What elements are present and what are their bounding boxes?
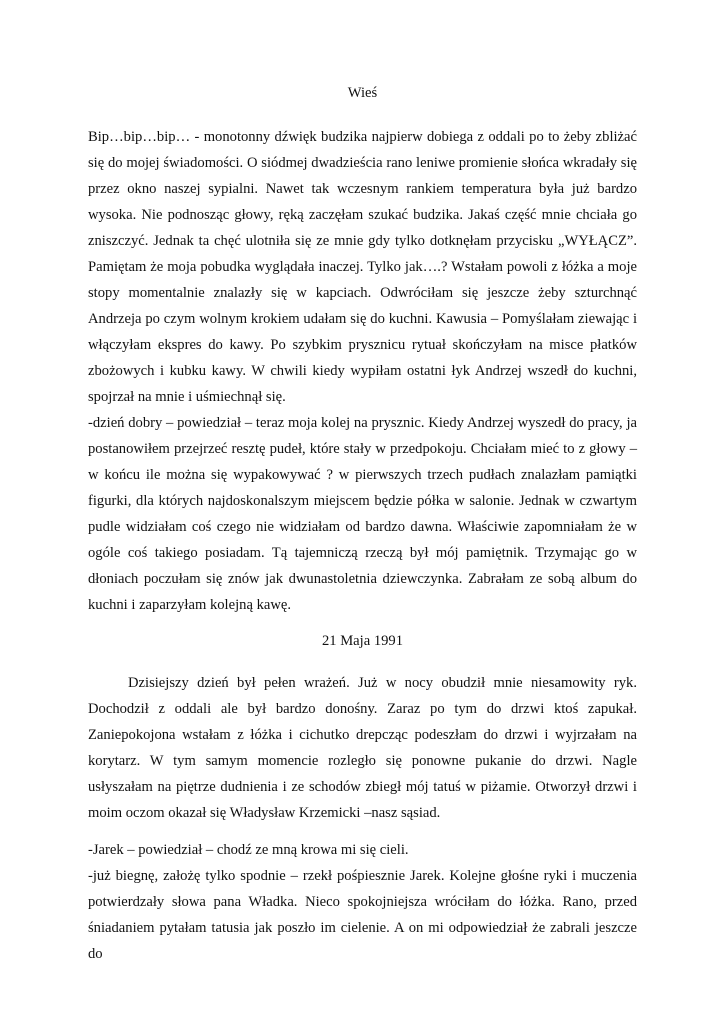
document-title: Wieś — [347, 85, 378, 101]
intro-paragraph-1: Bip…bip…bip… - monotonny dźwięk budzika najpierw dobiega z oddali po to żeby zbliżać się do mojej świadomości. O siódmej dwadzieścia rano leniwe promienie słońca wkradały się przez okno naszej sypialni. Nawet tak wczesnym rankiem temperatura była już bardzo wysoka. Nie podnosząc głowy, ręką zaczęłam szukać budzika. Jakaś część mnie chciała go zniszczyć. Jednak ta chęć ulotniła się ze mnie gdy tylko dotknęłam przycisku „WYŁĄCZ”. Pamiętam że moja pobudka wyglądała inaczej. Tylko jak….? Wstałam powoli z łóżka a moje stopy momentalnie znalazły się w kapciach. Odwróciłam się jeszcze żeby szturchnąć Andrzeja po czym wolnym krokiem udałam się do kuchni. Kawusia – Pomyślałam ziewając i włączyłam ekspres do kawy. Po szybkim prysznicu rytuał skończyłam na misce płatków zbożowych i kubku kawy. W chwili kiedy wypiłam ostatni łyk Andrzej wszedł do kuchni, spojrzał na mnie i uśmiechnął się. — [88, 129, 637, 405]
intro-paragraph-2: -dzień dobry – powiedział – teraz moja kolej na prysznic. Kiedy Andrzej wyszedł do pracy, ja postanowiłem przejrzeć resztę pudeł, które stały w przedpokoju. Chciałam mieć to z głowy – w końcu ile można się wypakowywać ? w pierwszych trzech pudłach znalazłam pamiątki figurki, dla których najdoskonalszym miejscem będzie półka w salonie. Jednak w czwartym pudle widziałam coś czego nie widziałam od bardzo dawna. Właściwie zapomniałam że w ogóle coś takiego posiadam. Tą tajemniczą rzeczą był mój pamiętnik. Trzymając go w dłoniach poczułam się znów jak dwunastoletnia dziewczynka. Zabrałam ze sobą album do kuchni i zaparzyłam kolejną kawę. — [88, 415, 637, 613]
diary-paragraph: Dzisiejszy dzień był pełen wrażeń. Już w nocy obudził mnie niesamowity ryk. Dochodził z oddali ale był bardzo donośny. Zaraz po tym do drzwi ktoś zapukał. Zaniepokojona wstałam z łóżka i cichutko drepcząc podeszłam do drzwi i wyjrzałam na korytarz. W tym samym momencie rozległo się ponowne pukanie do drzwi. Nagle usłyszałam na piętrze dudnienia i ze schodów zbiegł mój tatuś w piżamie. Otworzył drzwi i moim oczom okazał się Władysław Krzemicki –nasz sąsiad. — [88, 675, 637, 821]
diary-date-heading: 21 Maja 1991 — [321, 633, 404, 649]
dialogue-line-2: -już biegnę, założę tylko spodnie – rzekł pośpiesznie Jarek. Kolejne głośne ryki i muczenia potwierdzały słowa pana Władka. Nieco spokojniejsza wróciłam do łóżka. Rano, przed śniadaniem pytałam tatusia jak poszło im cielenie. A on mi odpowiedział że zabrali jeszcze do — [88, 868, 637, 962]
document-page — [88, 80, 637, 967]
dialogue-line-1: -Jarek – powiedział – chodź ze mną krowa mi się cieli. — [88, 842, 409, 858]
